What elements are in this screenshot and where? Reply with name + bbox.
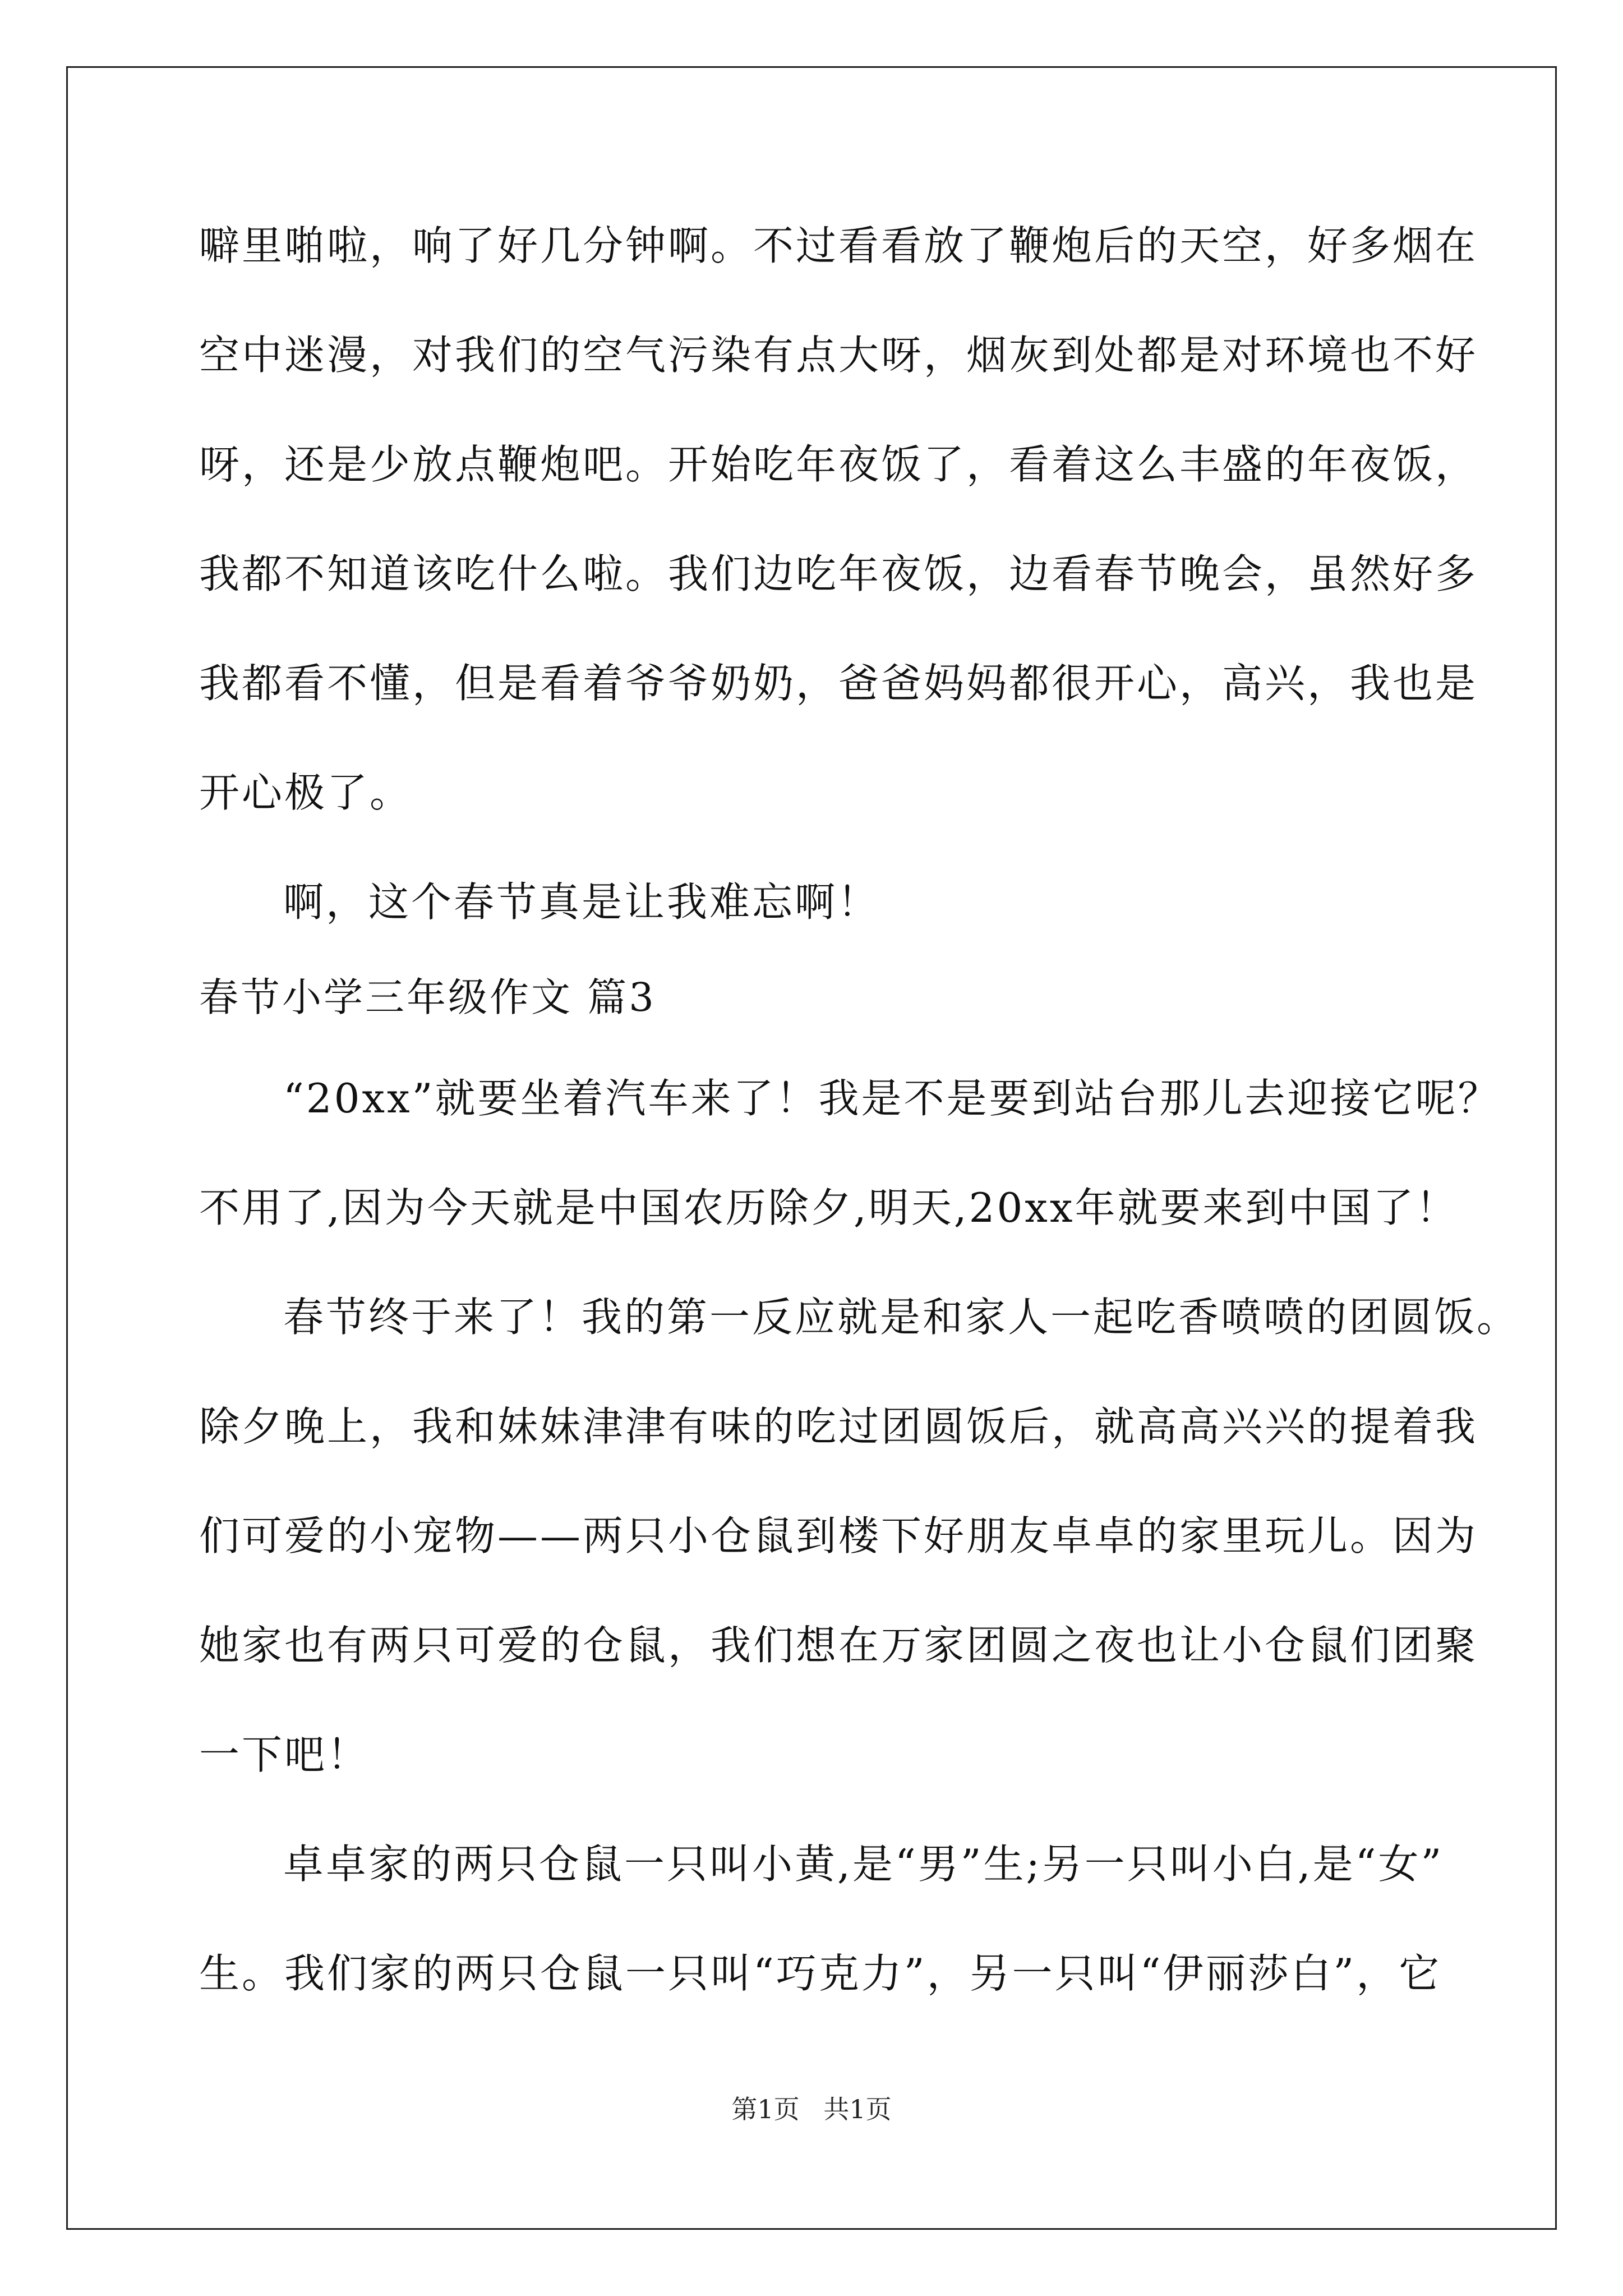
text-line: 除夕晚上，我和妹妹津津有味的吃过团圆饭后，就高高兴兴的提着我 [199, 1403, 1478, 1450]
text-line: 不用了,因为今天就是中国农历除夕,明天,20xx年就要来到中国了！ [199, 1184, 1459, 1231]
text-line: 我都不知道该吃什么啦。我们边吃年夜饭，边看春节晚会，虽然好多 [199, 550, 1478, 597]
text-line: 她家也有两只可爱的仓鼠，我们想在万家团圆之夜也让小仓鼠们团聚 [199, 1622, 1478, 1669]
page-number: 第1页 [731, 2094, 800, 2124]
text-line: 噼里啪啦，响了好几分钟啊。不过看看放了鞭炮后的天空，好多烟在 [199, 222, 1478, 269]
text-line: 们可爱的小宠物——两只小仓鼠到楼下好朋友卓卓的家里玩儿。因为 [199, 1512, 1478, 1559]
page-border [66, 66, 1557, 2230]
text-line: 一下吧！ [199, 1731, 370, 1778]
text-line: 我都看不懂，但是看着爷爷奶奶，爸爸妈妈都很开心，高兴，我也是 [199, 660, 1478, 707]
page-footer [0, 2092, 1623, 2126]
text-line: 卓卓家的两只仓鼠一只叫小黄,是“男”生;另一只叫小白,是“女” [283, 1841, 1444, 1888]
text-line: 啊，这个春节真是让我难忘啊！ [283, 878, 880, 926]
text-line: 呀，还是少放点鞭炮吧。开始吃年夜饭了，看着这么丰盛的年夜饭， [199, 441, 1478, 488]
text-line: 春节终于来了！我的第一反应就是和家人一起吃香喷喷的团圆饭。 [283, 1294, 1520, 1341]
section-heading: 春节小学三年级作文 篇3 [199, 974, 656, 1020]
text-line: 生。我们家的两只仓鼠一只叫“巧克力”，另一只叫“伊丽莎白”，它 [199, 1950, 1442, 1997]
text-line: 开心极了。 [199, 769, 413, 816]
page-total: 共1页 [823, 2094, 892, 2124]
text-line: 空中迷漫，对我们的空气污染有点大呀，烟灰到处都是对环境也不好 [199, 332, 1478, 379]
text-line: “20xx”就要坐着汽车来了！我是不是要到站台那儿去迎接它呢？ [283, 1075, 1501, 1122]
